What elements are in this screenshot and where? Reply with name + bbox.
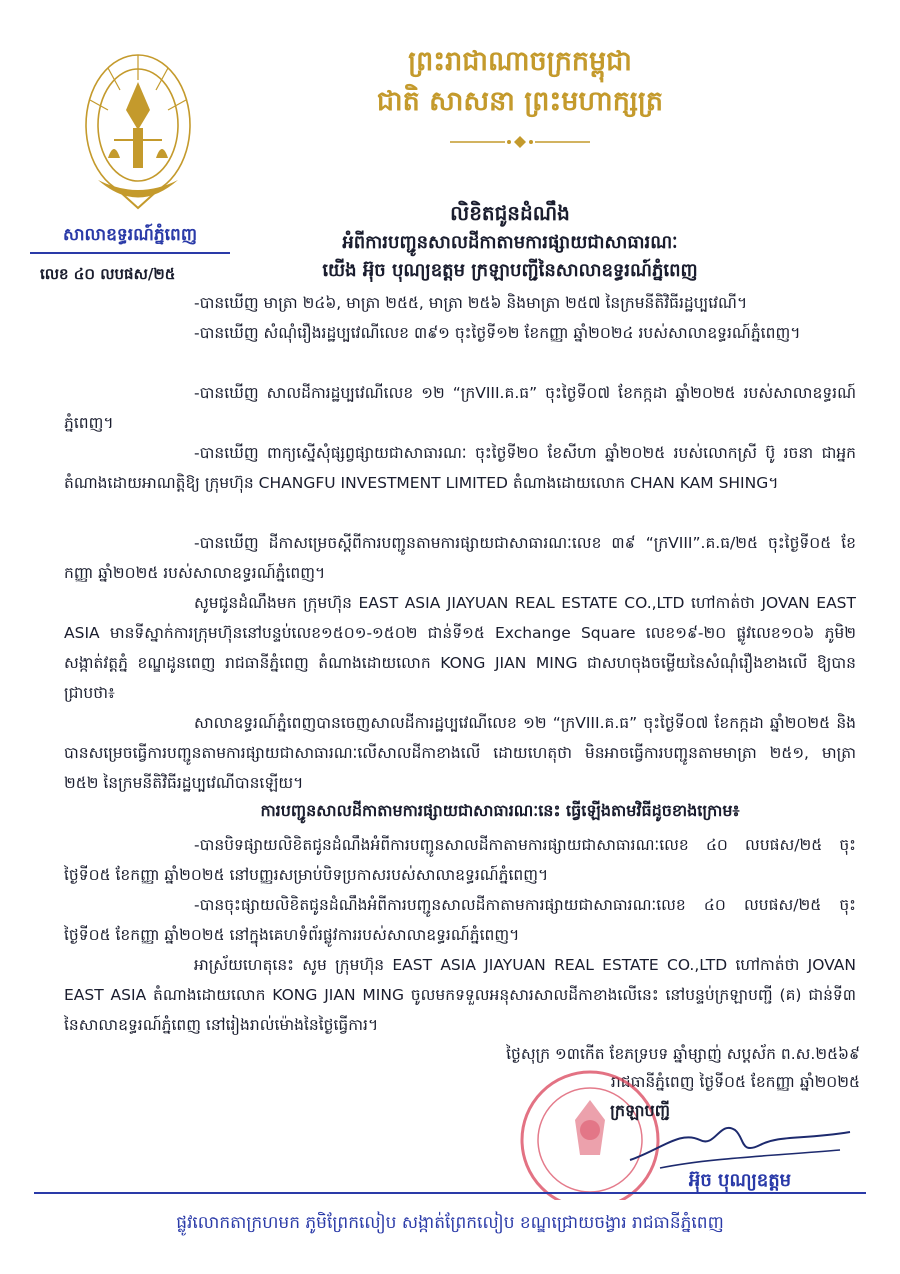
signer-name: អ៊ុច បុណ្យឧត្តម: [688, 1170, 792, 1191]
paragraph-conclusion: អាស្រ័យហេតុនេះ សូម ក្រុមហ៊ុន EAST ASIA JIAYUAN REAL ESTATE CO.,LTD ហៅកាត់ថា JOVAN EAST ASIA តំណាងដោយលោក KONG JIAN MING ចូលមកទទួលអនុសារសាលដីកាខាងលើនេះ នៅបន្ទប់ក្រឡាបញ្ជី (គ) ជាន់ទី៣ នៃសាលាឧទ្ធរណ៍ភ្នំពេញ នៅរៀងរាល់ម៉ោងនៃថ្ងៃធ្វើការ។: [64, 956, 856, 1034]
paragraph-method-posted: -បានបិទផ្សាយលិខិតជូនដំណឹងអំពីការបញ្ជូនសាលដីកាតាមការផ្សាយជាសាធារណៈលេខ ៤០ លបផស/២៥ ចុះថ្ងៃទី០៥ ខែកញ្ញា ឆ្នាំ២០២៥ នៅបញ្ញរសម្រាប់បិទប្រកាសរបស់សាលាឧទ្ធរណ៍ភ្នំពេញ។: [64, 836, 856, 884]
kingdom-heading: ព្រះរាជាណាចក្រកម្ពុជា: [408, 46, 632, 77]
issuer-line: យើង អ៊ុច បុណ្យឧត្តម ក្រឡាបញ្ជីនៃសាលាឧទ្ធរណ៍ភ្នំពេញ: [322, 260, 698, 281]
court-name: សាលាឧទ្ធរណ៍ភ្នំពេញ: [30, 224, 230, 254]
paragraph-notice-recipient: សូមជូនដំណឹងមក ក្រុមហ៊ុន EAST ASIA JIAYUAN REAL ESTATE CO.,LTD ហៅកាត់ថា JOVAN EAST ASIA មានទីស្នាក់ការក្រុមហ៊ុននៅបន្ទប់លេខ១៥០១-១៥០២ ជាន់ទី១៥ Exchange Square លេខ១៩-២០ ផ្លូវលេខ១០៦ ភូមិ២ សង្កាត់វត្តភ្នំ ខណ្ឌដូនពេញ រាជធានីភ្នំពេញ តំណាងដោយលោក KONG JIAN MING ជាសហចុងចម្លើយនៃសំណុំរឿងខាងលើ ឱ្យបានជ្រាបថា៖: [64, 594, 856, 702]
footer-address: ផ្លូវលោកតាក្រហមក ភូមិព្រែកលៀប សង្កាត់ព្រែកលៀប ខណ្ឌជ្រោយចង្វារ រាជធានីភ្នំពេញ: [176, 1213, 724, 1233]
document-subtitle: អំពីការបញ្ជូនសាលដីកាតាមការផ្សាយជាសាធារណៈ: [342, 232, 678, 253]
header-ornament: [0, 134, 900, 150]
paragraph-method-heading: ការបញ្ជូនសាលដីកាតាមការផ្សាយជាសាធារណៈនេះ ធ្វើឡើងតាមវិធីដូចខាងក្រោម៖: [260, 801, 740, 820]
paragraph-judgment-issued: សាលាឧទ្ធរណ៍ភ្នំពេញបានចេញសាលដីការដ្ឋប្បវេណីលេខ ១២ “ក្រVIII.គ.ធ” ចុះថ្ងៃទី០៧ ខែកក្កដា ឆ្នាំ២០២៥ និងបានសម្រេចធ្វើការបញ្ជូនតាមការផ្សាយជាសាធារណៈលើសាលដីកាខាងលើ ដោយហេតុថា មិនអាចធ្វើការបញ្ជូនតាមមាត្រា ២៥១, មាត្រា ២៥២ នៃក្រមនីតិវិធីរដ្ឋប្បវេណីបានឡើយ។: [64, 714, 856, 792]
paragraph-seen-order: -បានឃើញ ដីកាសម្រេចស្ដីពីការបញ្ជូនតាមការផ្សាយជាសាធារណៈលេខ ៣៩ “ក្រVIII”.គ.ធ/២៥ ចុះថ្ងៃទី០៥ ខែកញ្ញា ឆ្នាំ២០២៥ របស់សាលាឧទ្ធរណ៍ភ្នំពេញ។: [64, 534, 857, 582]
solar-date: រាជធានីភ្នំពេញ ថ្ងៃទី០៥ ខែកញ្ញា ឆ្នាំ២០២៥: [610, 1073, 860, 1091]
signer-role: ក្រឡាបញ្ជី: [610, 1101, 670, 1120]
national-motto: ជាតិ សាសនា ព្រះមហាក្សត្រ: [376, 86, 664, 117]
document-number: លេខ ៤០ លបផស/២៥: [40, 265, 176, 283]
paragraph-seen-case-file: -បានឃើញ សំណុំរឿងរដ្ឋប្បវេណីលេខ ៣៩១ ចុះថ្ងៃទី១២ ខែកញ្ញា ឆ្នាំ២០២៤ របស់សាលាឧទ្ធរណ៍ភ្នំពេញ។: [194, 324, 801, 342]
lunar-date: ថ្ងៃសុក្រ ១៣កើត ខែភទ្របទ ឆ្នាំម្សាញ់ សប្តស័ក ព.ស.២៥៦៩: [506, 1045, 860, 1063]
paragraph-seen-judgment: -បានឃើញ សាលដីការដ្ឋប្បវេណីលេខ ១២ “ក្រVIII.គ.ធ” ចុះថ្ងៃទី០៧ ខែកក្កដា ឆ្នាំ២០២៥ របស់សាលាឧទ្ធរណ៍ភ្នំពេញ។: [64, 384, 856, 432]
document-title: លិខិតជូនដំណឹង: [450, 201, 570, 225]
paragraph-seen-articles: -បានឃើញ មាត្រា ២៤៦, មាត្រា ២៥៥, មាត្រា ២៥៦ និងមាត្រា ២៥៧ នៃក្រមនីតិវិធីរដ្ឋប្បវេណី។: [194, 294, 748, 312]
footer-divider: [34, 1192, 866, 1194]
paragraph-method-website: -បានចុះផ្សាយលិខិតជូនដំណឹងអំពីការបញ្ជូនសាលដីកាតាមការផ្សាយជាសាធារណៈលេខ ៤០ លបផស/២៥ ចុះថ្ងៃទី០៥ ខែកញ្ញា ឆ្នាំ២០២៥ នៅក្នុងគេហទំព័រផ្លូវការរបស់សាលាឧទ្ធរណ៍ភ្នំពេញ។: [64, 896, 856, 944]
paragraph-seen-request: -បានឃើញ ពាក្យស្នើសុំផ្សព្វផ្សាយជាសាធារណៈ ចុះថ្ងៃទី២០ ខែសីហា ឆ្នាំ២០២៥ របស់លោកស្រី ប៊ូ រចនា ជាអ្នកតំណាងដោយអាណត្តិឱ្យ ក្រុមហ៊ុន CHANGFU INVESTMENT LIMITED តំណាងដោយលោក CHAN KAM SHING។: [64, 444, 856, 492]
